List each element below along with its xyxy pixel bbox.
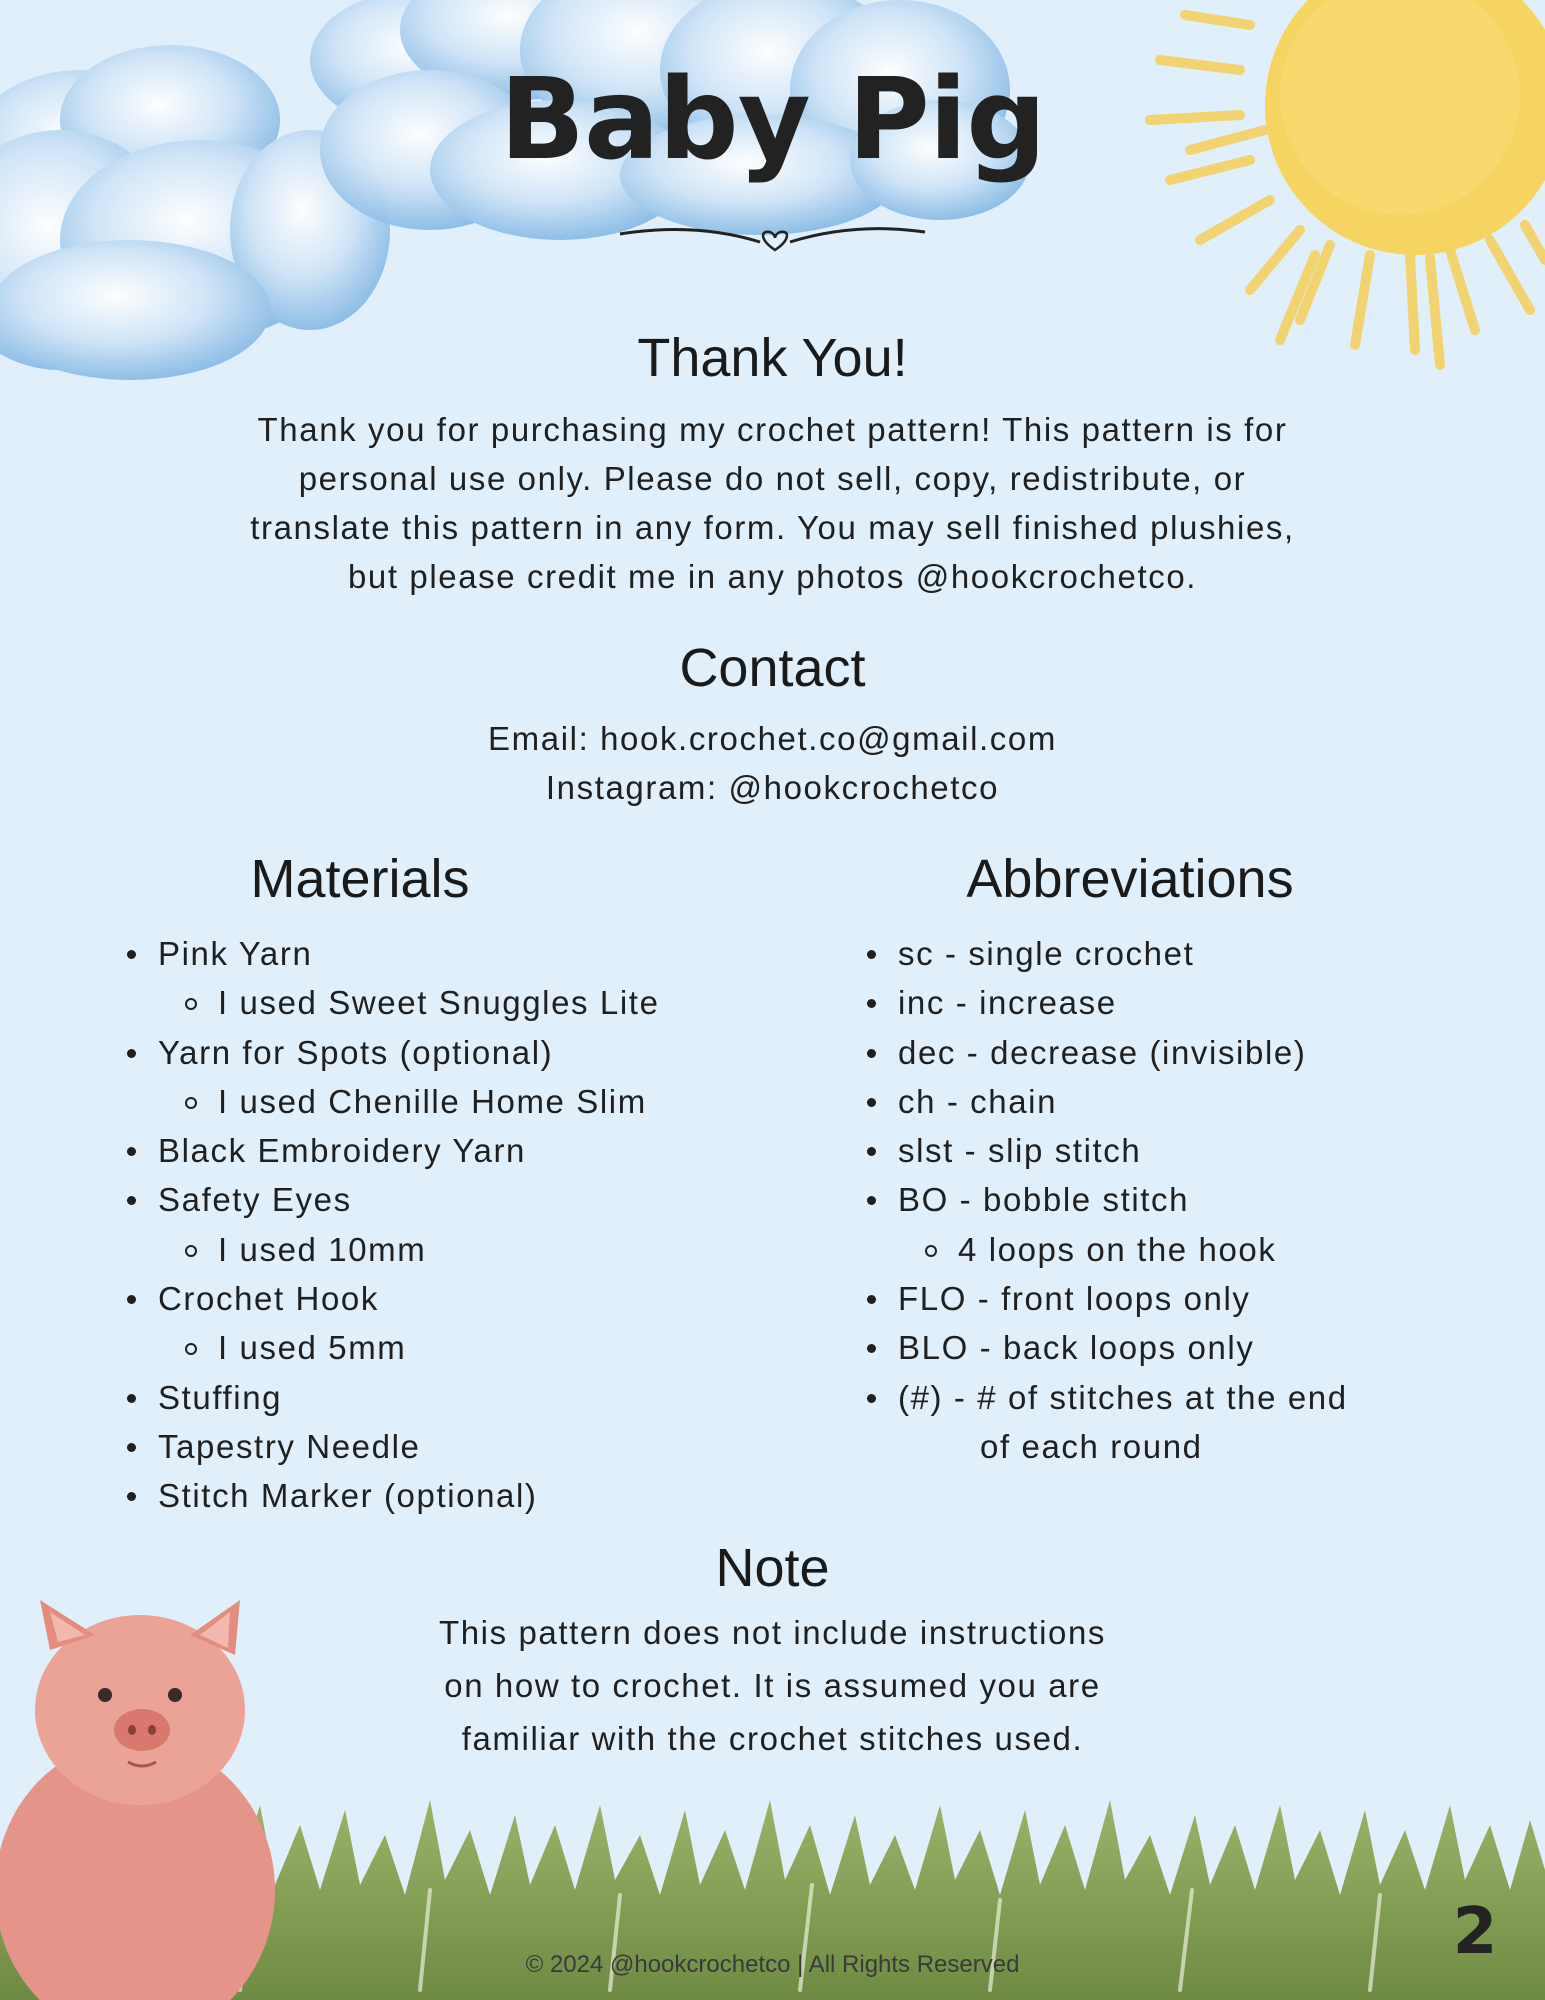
thank-you-line: Thank you for purchasing my crochet pattern! This pattern is for <box>257 411 1288 448</box>
copyright-icon: © <box>525 1951 544 1978</box>
heart-flourish-icon <box>615 222 935 262</box>
abbreviations-list <box>865 929 1348 1471</box>
contact-heading: Contact <box>679 638 866 698</box>
list-item: FLO - front loops only <box>865 1274 1348 1323</box>
note-line: familiar with the crochet stitches used. <box>461 1720 1084 1757</box>
list-item: Crochet Hook <box>125 1274 660 1323</box>
note-line: This pattern does not include instructions <box>438 1614 1107 1651</box>
list-item: of each round <box>980 1427 1203 1465</box>
list-item: sc - single crochet <box>865 929 1348 978</box>
thank-you-line: but please credit me in any photos @hookcrochetco. <box>347 558 1198 595</box>
list-item: BLO - back loops only <box>865 1323 1348 1372</box>
contact-details <box>0 714 1545 812</box>
list-item: I used 5mm <box>125 1323 660 1372</box>
materials-list <box>125 929 660 1521</box>
list-item: BO - bobble stitch <box>865 1175 1348 1224</box>
page-title: Baby Pig <box>499 55 1046 185</box>
list-item: Tapestry Needle <box>125 1422 660 1471</box>
footer-text: 2024 @hookcrochetco | All Rights Reserved <box>549 1951 1020 1978</box>
note-heading: Note <box>715 1538 830 1598</box>
list-item: dec - decrease (invisible) <box>865 1028 1348 1077</box>
list-item: ch - chain <box>865 1077 1348 1126</box>
abbreviations-heading: Abbreviations <box>966 849 1294 909</box>
list-item: Safety Eyes <box>125 1175 660 1224</box>
materials-heading: Materials <box>250 849 470 909</box>
list-item: (#) - # of stitches at the end <box>865 1373 1348 1422</box>
thank-you-heading: Thank You! <box>637 328 908 388</box>
list-item: Stitch Marker (optional) <box>125 1471 660 1520</box>
contact-email: Email: hook.crochet.co@gmail.com <box>488 720 1057 757</box>
list-item: inc - increase <box>865 978 1348 1027</box>
list-item: Pink Yarn <box>125 929 660 978</box>
list-item: Stuffing <box>125 1373 660 1422</box>
note-line: on how to crochet. It is assumed you are <box>444 1667 1101 1704</box>
thank-you-line: personal use only. Please do not sell, copy, redistribute, or <box>298 460 1247 497</box>
page-number: 2 <box>1452 1895 1498 1969</box>
thank-you-paragraph <box>140 405 1405 601</box>
list-item: 4 loops on the hook <box>865 1225 1348 1274</box>
note-paragraph <box>300 1606 1245 1765</box>
pig-illustration <box>0 1590 290 2000</box>
list-item: I used 10mm <box>125 1225 660 1274</box>
list-item: Yarn for Spots (optional) <box>125 1028 660 1077</box>
footer <box>0 1951 1545 1979</box>
list-item: slst - slip stitch <box>865 1126 1348 1175</box>
list-item: I used Sweet Snuggles Lite <box>125 978 660 1027</box>
list-item: I used Chenille Home Slim <box>125 1077 660 1126</box>
list-item: Black Embroidery Yarn <box>125 1126 660 1175</box>
thank-you-line: translate this pattern in any form. You may sell finished plushies, <box>250 509 1295 546</box>
contact-instagram: Instagram: @hookcrochetco <box>545 769 1000 806</box>
